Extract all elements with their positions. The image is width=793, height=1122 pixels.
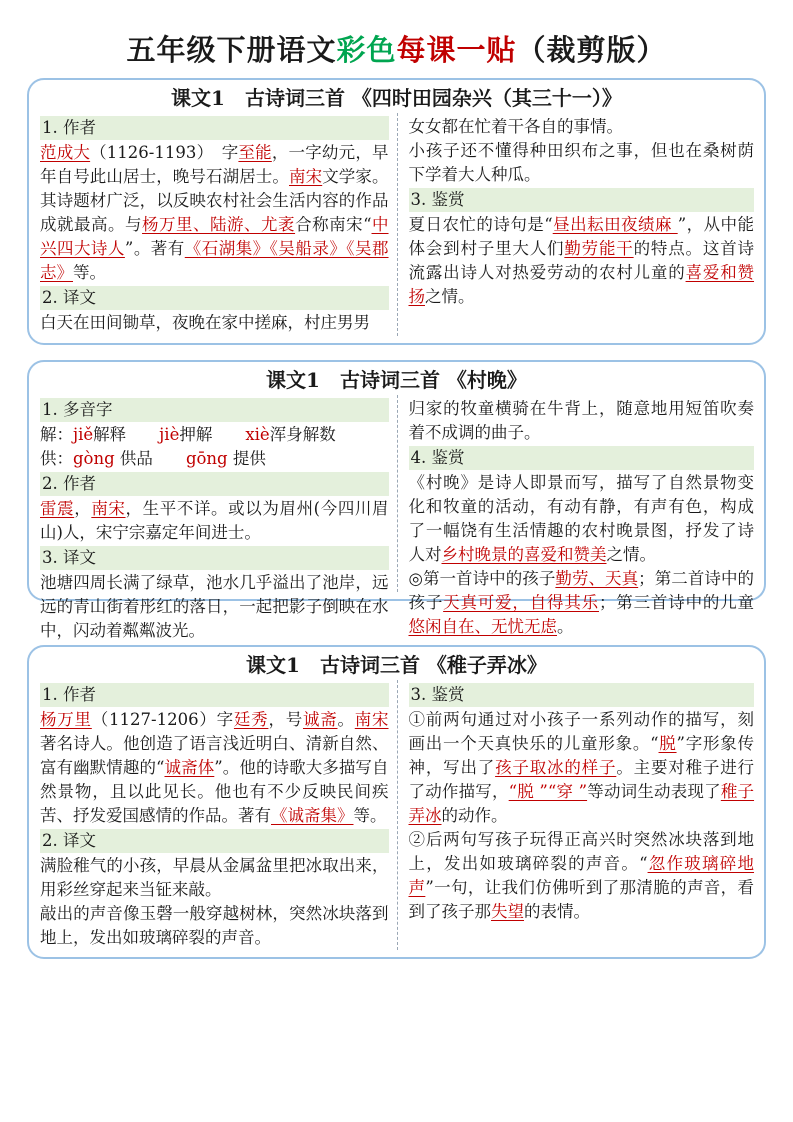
lesson-card-2 xyxy=(27,360,766,641)
text-run: ”。他的诗歌大多描写自然景物，且以此见长。他也有不少反映民间疾苦、抒发爱国感情的作品。著有 xyxy=(40,757,389,825)
text-run: ，号 xyxy=(268,709,303,729)
highlighted-text: 《石湖集》《吴船录》《吴郡志》 xyxy=(40,239,389,283)
section-header: 1. 作者 xyxy=(40,683,389,707)
text-run: ；第三首诗中的儿童 xyxy=(598,593,755,613)
highlighted-text: 范成大 xyxy=(40,142,91,162)
text-run: 满脸稚气的小孩，早晨从金属盆里把冰取出来，用彩丝穿起来当钲来敲。 xyxy=(40,856,389,900)
highlighted-text: 至能 xyxy=(238,142,272,162)
text-run: ◎第一首诗中的孩子 xyxy=(408,569,556,589)
highlighted-text: gòng xyxy=(73,448,115,468)
highlighted-text: 杨万里 xyxy=(40,709,92,729)
text-run: 白天在田间锄草，夜晚在家中搓麻，村庄男男 xyxy=(40,313,370,333)
text-run: 的表情。 xyxy=(524,902,590,922)
text-run: ；第二首诗中的孩子 xyxy=(408,569,754,613)
text-run: 著名诗人。他创造了语言浅近明白、清新自然、富有幽默情趣的“ xyxy=(40,733,389,777)
lesson-card-1 xyxy=(27,78,766,345)
card-title: 课文1 古诗词三首 《四时田园杂兴（其三十一）》 xyxy=(171,85,622,110)
highlighted-text: 廷秀 xyxy=(233,709,269,729)
highlighted-text: 诚斋 xyxy=(302,709,338,729)
text-run: 夏日农忙的诗句是“ xyxy=(408,215,553,235)
text-run: 女女都在忙着干各自的事情。 xyxy=(408,116,623,136)
highlighted-text: 乡村晚景的喜爱和赞美 xyxy=(441,544,607,564)
highlighted-text: 《诚斋集》 xyxy=(271,805,354,825)
paragraph xyxy=(409,567,755,639)
paragraph xyxy=(40,141,389,285)
highlighted-text: xiè xyxy=(245,424,270,444)
section-header: 2. 译文 xyxy=(40,829,389,853)
right-column xyxy=(397,115,757,310)
highlighted-text: 雷震 xyxy=(40,498,75,518)
highlighted-text: 南宋 xyxy=(289,166,323,186)
text-run: 敲出的声音像玉磬一般穿越树林，突然冰块落到地上，发出如玻璃碎裂的声音。 xyxy=(40,904,389,948)
text-run: 。 xyxy=(557,617,574,637)
paragraph xyxy=(409,828,755,924)
highlighted-text: 悠闲自在、无忧无虑 xyxy=(408,617,557,637)
text-run: 等。 xyxy=(73,263,106,283)
text-run: 池塘四周长满了绿草，池水几乎溢出了池岸，远远的青山街着彤红的落日，一起把影子倒映在水中，闪动着粼粼波光。 xyxy=(40,573,389,641)
text-run: 文学家。其诗题材广泛，以反映农村社会生活内容的作品成就最高。与 xyxy=(40,166,389,235)
column-divider xyxy=(397,113,398,336)
page-title xyxy=(0,0,793,68)
paragraph xyxy=(409,708,755,828)
column-divider xyxy=(397,680,398,951)
right-column xyxy=(397,397,757,640)
text-run: （1127-1206）字 xyxy=(91,709,234,729)
paragraph xyxy=(409,139,755,187)
text-run: 。主要对稚子进行了动作描写， xyxy=(408,757,755,801)
lesson-card-3 xyxy=(27,645,766,960)
paragraph xyxy=(40,423,389,447)
section-header: 1. 作者 xyxy=(40,116,389,140)
highlighted-text: “脱 ”“穿 ” xyxy=(508,781,588,801)
text-run: ②后两句写孩子玩得正高兴时突然冰块落到地上，发出如玻璃碎裂的声音。“ xyxy=(408,829,754,874)
text-run: 提供 xyxy=(227,448,266,468)
paragraph xyxy=(409,471,755,567)
section-header: 2. 译文 xyxy=(40,286,389,310)
highlighted-text: 中兴四大诗人 xyxy=(40,215,389,259)
text-run: 供品 xyxy=(114,448,186,468)
text-run: 等。 xyxy=(353,805,387,825)
highlighted-text: 南宋 xyxy=(354,709,389,729)
paragraph xyxy=(40,708,389,828)
text-run: ”一句，让我们仿佛听到了那清脆的声音，看到了孩子那 xyxy=(408,878,755,922)
paragraph xyxy=(40,311,389,335)
text-run: ”，从中能体会到村子里大人们 xyxy=(408,215,755,259)
section-header: 4. 鉴赏 xyxy=(409,446,755,470)
text-run: 合称南宋“ xyxy=(295,215,372,235)
card-title: 课文1 古诗词三首 《稚子弄冰》 xyxy=(246,652,547,677)
text-run: 押解 xyxy=(179,424,246,444)
column-divider xyxy=(397,395,398,592)
card-title: 课文1 古诗词三首 《村晚》 xyxy=(266,367,527,392)
paragraph xyxy=(40,571,389,643)
title-colored-text: 每课一贴 xyxy=(396,33,517,67)
text-run: ，一字幼元，早年自号此山居士，晚号石湖居士。 xyxy=(40,142,389,186)
text-run: ”。著有 xyxy=(124,239,185,259)
highlighted-text: jiè xyxy=(159,424,180,444)
text-run: 归家的牧童横骑在牛背上，随意地用短笛吹奏着不成调的曲子。 xyxy=(408,398,754,442)
highlighted-text: gōng xyxy=(185,448,228,468)
text-run: ①前两句通过对小孩子一系列动作的描写，刻画出一个天真快乐的儿童形象。“ xyxy=(408,709,754,753)
highlighted-text: 诚斋体 xyxy=(164,757,215,777)
highlighted-text: 昼出耘田夜绩麻 xyxy=(552,215,678,235)
text-run: ， xyxy=(74,498,92,518)
paragraph xyxy=(40,854,389,902)
text-run: ”字形象传神，写出了 xyxy=(408,733,755,777)
text-run: 解： xyxy=(40,424,73,444)
text-run: 的动作。 xyxy=(441,805,508,825)
section-header: 3. 鉴赏 xyxy=(409,188,755,212)
highlighted-text: 稚子弄冰 xyxy=(408,781,755,825)
left-column xyxy=(37,115,397,336)
text-run: 等动词生动表现了 xyxy=(587,781,721,801)
text-run: 供： xyxy=(40,448,73,468)
text-run: 之情。 xyxy=(425,287,475,307)
text-run: 小孩子还不懂得种田织布之事，但也在桑树荫下学着大人种瓜。 xyxy=(408,140,754,184)
paragraph xyxy=(40,902,389,950)
highlighted-text: 喜爱和赞扬 xyxy=(408,263,755,307)
left-column xyxy=(37,682,397,951)
text-run: ，生平不详。或以为眉州(今四川眉山)人，宋宁宗嘉定年间进士。 xyxy=(40,498,389,542)
highlighted-text: 失望 xyxy=(491,902,524,922)
section-header: 1. 多音字 xyxy=(40,398,389,422)
highlighted-text: 天真可爱，自得其乐 xyxy=(443,593,599,613)
section-header: 2. 作者 xyxy=(40,472,389,496)
text-run: 浑身解数 xyxy=(269,424,336,444)
text-run: 之情。 xyxy=(606,544,656,564)
section-header: 3. 鉴赏 xyxy=(409,683,755,707)
left-column xyxy=(37,397,397,644)
highlighted-text: 脱 xyxy=(658,733,677,753)
highlighted-text: jiě xyxy=(73,424,94,444)
highlighted-text: 杨万里、陆游、尤袤 xyxy=(142,215,296,235)
right-column xyxy=(397,682,757,925)
text-run: 《村晚》是诗人即景而写，描写了自然景物变化和牧童的活动，有动有静，有声有色，构成了一幅饶有生活情趣的农村晚景图，抒发了诗人对 xyxy=(408,472,754,564)
title-colored-text: 彩色 xyxy=(336,33,397,67)
text-run: 。 xyxy=(337,709,355,729)
paragraph xyxy=(409,397,755,445)
paragraph xyxy=(409,115,755,139)
title-text: （裁剪版） xyxy=(516,33,667,67)
highlighted-text: 勤劳能干 xyxy=(564,239,634,259)
text-run: 的特点。这首诗流露出诗人对热爱劳动的农村儿童的 xyxy=(408,239,755,283)
paragraph xyxy=(40,447,389,471)
text-run: （1126-1193） 字 xyxy=(90,142,239,162)
text-run: 解释 xyxy=(93,424,160,444)
title-text: 五年级下册语文 xyxy=(126,33,337,67)
paragraph xyxy=(40,497,389,545)
highlighted-text: 忽作玻璃碎地声 xyxy=(408,854,755,898)
section-header: 3. 译文 xyxy=(40,546,389,570)
paragraph xyxy=(409,213,755,309)
highlighted-text: 孩子取冰的样子 xyxy=(495,757,617,777)
highlighted-text: 南宋 xyxy=(91,498,126,518)
highlighted-text: 勤劳、天真 xyxy=(555,569,639,589)
